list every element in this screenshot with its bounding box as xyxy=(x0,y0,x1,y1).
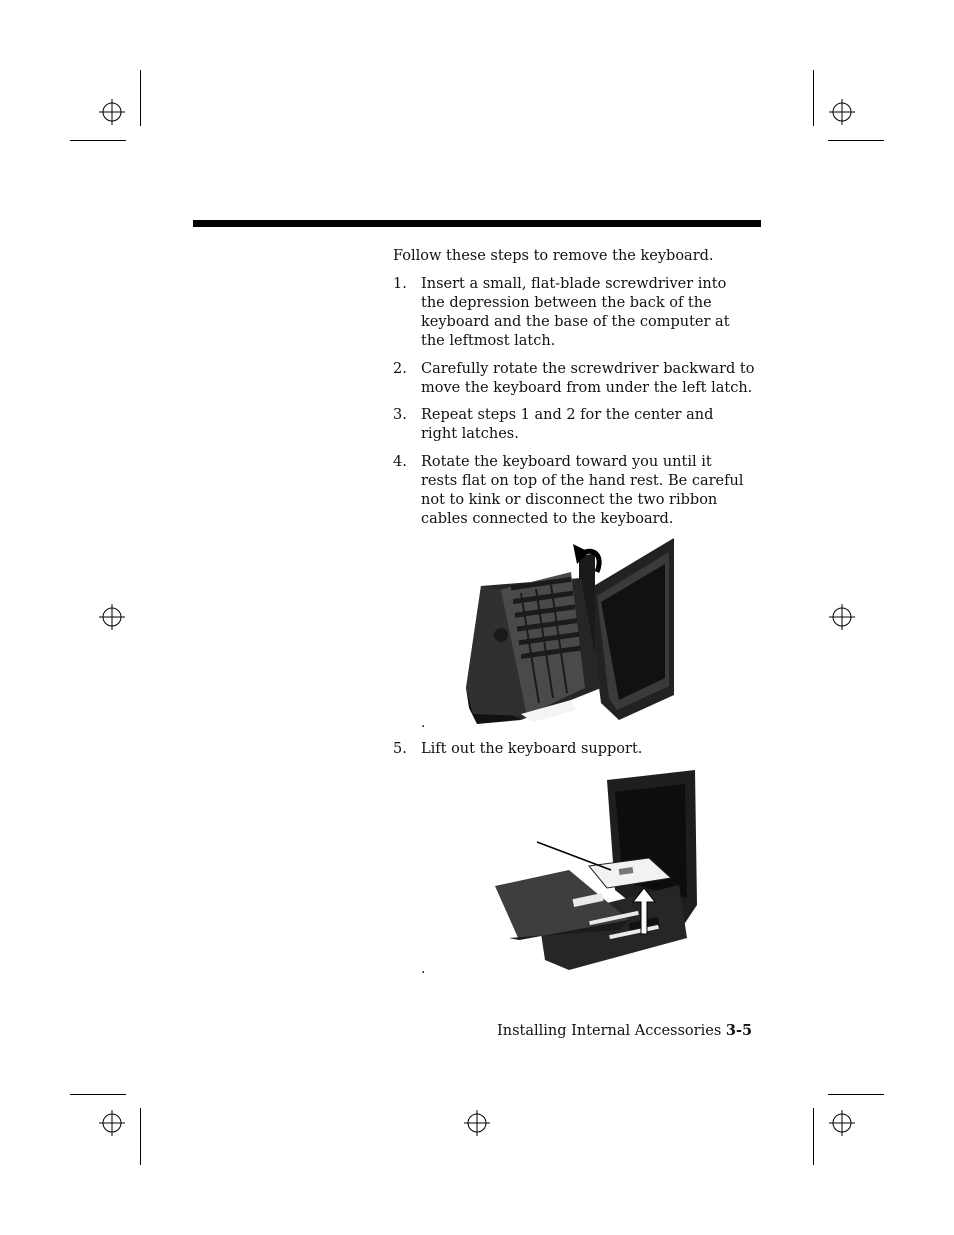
step-line: move the keyboard from under the left latch. xyxy=(421,380,753,396)
step-line: Repeat steps 1 and 2 for the center and xyxy=(421,407,714,423)
step-line: Carefully rotate the screwdriver backward to xyxy=(421,361,755,377)
header-rule xyxy=(193,220,761,227)
step-line: rests flat on top of the hand rest. Be careful xyxy=(421,473,744,489)
figure-dot: . xyxy=(421,961,426,977)
registration-target-icon xyxy=(829,99,855,125)
registration-target-icon xyxy=(99,99,125,125)
step-number: 1. xyxy=(393,276,407,292)
step-line: Rotate the keyboard toward you until it xyxy=(421,454,712,470)
registration-target-icon xyxy=(829,1110,855,1136)
figure-dot: . xyxy=(421,715,426,731)
step-line: not to kink or disconnect the two ribbon xyxy=(421,492,718,508)
registration-target-icon xyxy=(464,1110,490,1136)
step-text xyxy=(421,406,765,444)
keyboard-support-illustration xyxy=(479,770,749,972)
footer-section-title: Installing Internal Accessories xyxy=(497,1023,726,1039)
step-line: cables connected to the keyboard. xyxy=(421,511,674,527)
step-line: right latches. xyxy=(421,426,519,442)
step-line: the leftmost latch. xyxy=(421,333,556,349)
step-number: 5. xyxy=(393,741,407,757)
intro-text: Follow these steps to remove the keyboard. xyxy=(393,248,714,264)
step-line: Insert a small, flat-blade screwdriver into xyxy=(421,276,727,292)
registration-target-icon xyxy=(99,604,125,630)
step-text xyxy=(421,275,765,351)
step-text xyxy=(421,740,765,759)
keyboard-rotate-illustration xyxy=(421,538,677,731)
step-line: the depression between the back of the xyxy=(421,295,712,311)
step-text xyxy=(421,360,765,398)
page-number: 3-5 xyxy=(725,1022,753,1039)
page-footer xyxy=(497,1021,752,1041)
registration-target-icon xyxy=(99,1110,125,1136)
step-text xyxy=(421,453,765,529)
registration-target-icon xyxy=(829,604,855,630)
step-number: 2. xyxy=(393,361,407,377)
step-line: keyboard and the base of the computer at xyxy=(421,314,730,330)
step-number: 4. xyxy=(393,454,407,470)
step-number: 3. xyxy=(393,407,407,423)
step-line: Lift out the keyboard support. xyxy=(421,741,643,757)
